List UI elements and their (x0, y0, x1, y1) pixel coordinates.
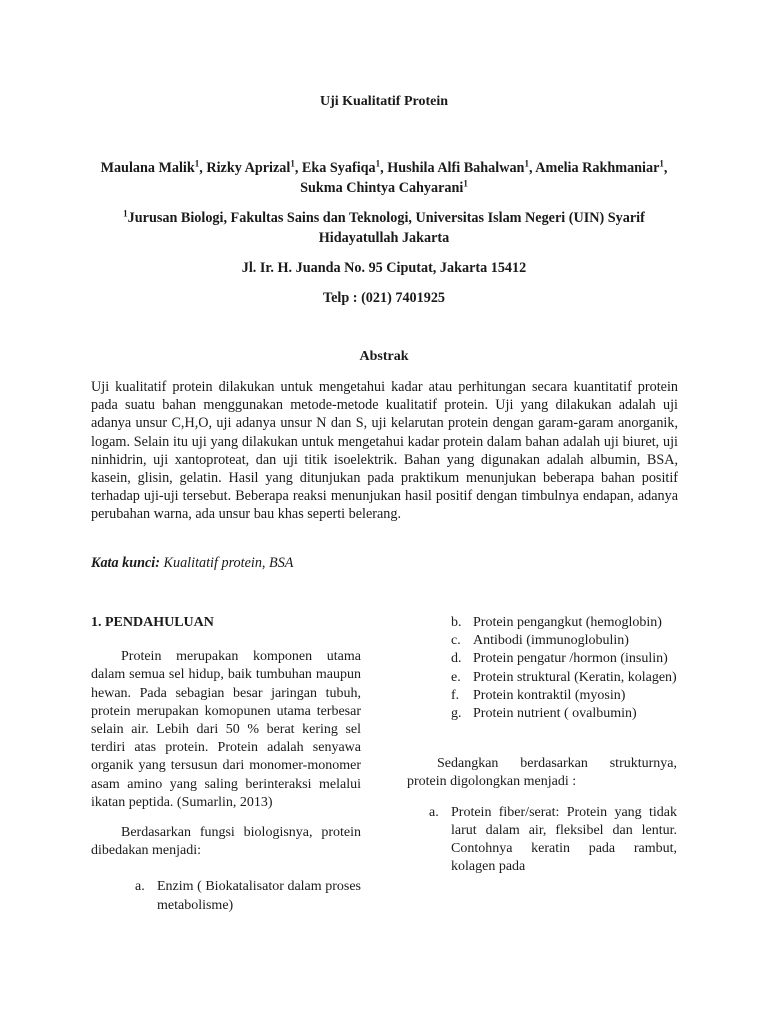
author-separator: , (199, 160, 207, 176)
intro-paragraph: Protein merupakan komponen utama dalam semua sel hidup, baik tumbuhan maupun hewan. Pada sebagian besar jaringan tubuh, protein merupakan komopunen utama terbesar selain air. Lebih dari 50 % berat kering sel terdiri atas protein. Protein adalah senyawa organik yang tersusun dari monomer-monomer asam amino yang saling berinteraksi melalui ikatan peptida. (Sumarlin, 2013) (91, 649, 361, 810)
author-affiliation-sup: 1 (375, 158, 381, 169)
affiliation-sup: 1 (123, 208, 128, 219)
list-marker: e. (451, 669, 461, 685)
list-item-text: Enzim ( Biokatalisator dalam proses metabolisme) (157, 879, 361, 913)
keywords-text: Kualitatif protein, BSA (163, 555, 294, 571)
list-marker: c. (451, 633, 461, 649)
list-item (451, 632, 677, 650)
author-name: Hushila Alfi Bahalwan (387, 160, 525, 176)
list-item-text: Antibodi (immunoglobulin) (473, 633, 629, 649)
list-item (451, 614, 677, 632)
right-column (407, 614, 677, 876)
paper-title: Uji Kualitatif Protein (319, 94, 449, 109)
author-name: Rizky Aprizal (206, 160, 291, 176)
author-separator: , (663, 160, 668, 176)
author-name: Maulana Malik (100, 160, 195, 176)
author-affiliation-sup: 1 (463, 178, 468, 189)
list-marker: a. (429, 804, 439, 820)
list-item-text: Protein pengatur /hormon (insulin) (473, 651, 668, 667)
function-list-left (135, 878, 361, 914)
author-affiliation-sup: 1 (290, 158, 295, 169)
structure-list (429, 804, 677, 877)
telephone: Telp : (021) 7401925 (322, 290, 446, 306)
author-affiliation-sup: 1 (659, 158, 664, 169)
list-item (451, 705, 677, 723)
author-name: Sukma Chintya Cahyarani (300, 180, 464, 196)
list-marker: b. (451, 615, 462, 630)
list-item-text: Protein kontraktil (myosin) (473, 687, 626, 703)
list-marker: d. (451, 651, 462, 667)
author-affiliation-sup: 1 (194, 158, 200, 169)
left-column (91, 614, 361, 915)
section-heading: 1. PENDAHULUAN (91, 615, 214, 630)
list-item-text: Protein struktural (Keratin, kolagen) (473, 669, 677, 685)
list-item (429, 804, 677, 877)
structure-intro-paragraph: Sedangkan berdasarkan strukturnya, protein digolongkan menjadi : (407, 756, 677, 790)
author-separator: , (294, 160, 302, 176)
list-item (451, 650, 677, 668)
keywords (91, 555, 293, 572)
function-intro-paragraph: Berdasarkan fungsi biologisnya, protein dibedakan menjadi: (91, 825, 361, 859)
abstract-text: Uji kualitatif protein dilakukan untuk mengetahui kadar atau perhitungan secara kuantitatif protein pada suatu bahan menggunakan metode-metode kualitatif protein. Uji yang dilakukan adalah uji adanya unsur C,H,O, uji adanya unsur N dan S, uji kelarutan protein dengan garam-garam anorganik, logam. Selain itu uji yang dilakukan untuk mengetahui kadar protein dalam bahan adalah uji biuret, uji ninhidrin, uji xantoproteat, dan uji titik isoelektrik. Bahan yang digunakan adalah albumin, BSA, kasein, glisin, gelatin. Hasil yang ditunjukan pada praktikum menunjukan beberapa bahan positif terhadap uji-uji tersebut. Beberapa reaksi menunjukan hasil positif dengan timbulnya endapan, adanya perubahan warna, ada unsur bau khas seperti belerang. (91, 379, 678, 523)
author-affiliation-sup: 1 (524, 158, 529, 169)
address: Jl. Ir. H. Juanda No. 95 Ciputat, Jakarta 15412 (241, 260, 527, 276)
list-item-text: Protein nutrient ( ovalbumin) (473, 706, 637, 722)
list-marker: a. (135, 879, 145, 895)
function-list-right (451, 614, 677, 723)
list-item (135, 878, 361, 914)
author-name: Amelia Rakhmaniar (535, 160, 660, 176)
abstract-heading: Abstrak (359, 349, 409, 364)
list-item-text: Protein pengangkut (hemoglobin) (473, 615, 662, 630)
list-item (451, 669, 677, 687)
list-marker: f. (451, 687, 460, 703)
author-separator: , (528, 160, 536, 176)
list-item (451, 687, 677, 705)
list-item-text: Protein fiber/serat: Protein yang tidak larut dalam air, fleksibel dan lentur. Contohnya keratin pada rambut, kolagen pada (451, 804, 677, 875)
list-marker: g. (451, 706, 462, 722)
author-separator: , (380, 160, 388, 176)
author-list (100, 158, 668, 198)
affiliation (95, 208, 673, 248)
affiliation-text: Jurusan Biologi, Fakultas Sains dan Teknologi, Universitas Islam Negeri (UIN) Syarif Hidayatullah Jakarta (127, 210, 645, 246)
keywords-label: Kata kunci: (91, 555, 160, 571)
author-name: Eka Syafiqa (301, 160, 376, 176)
